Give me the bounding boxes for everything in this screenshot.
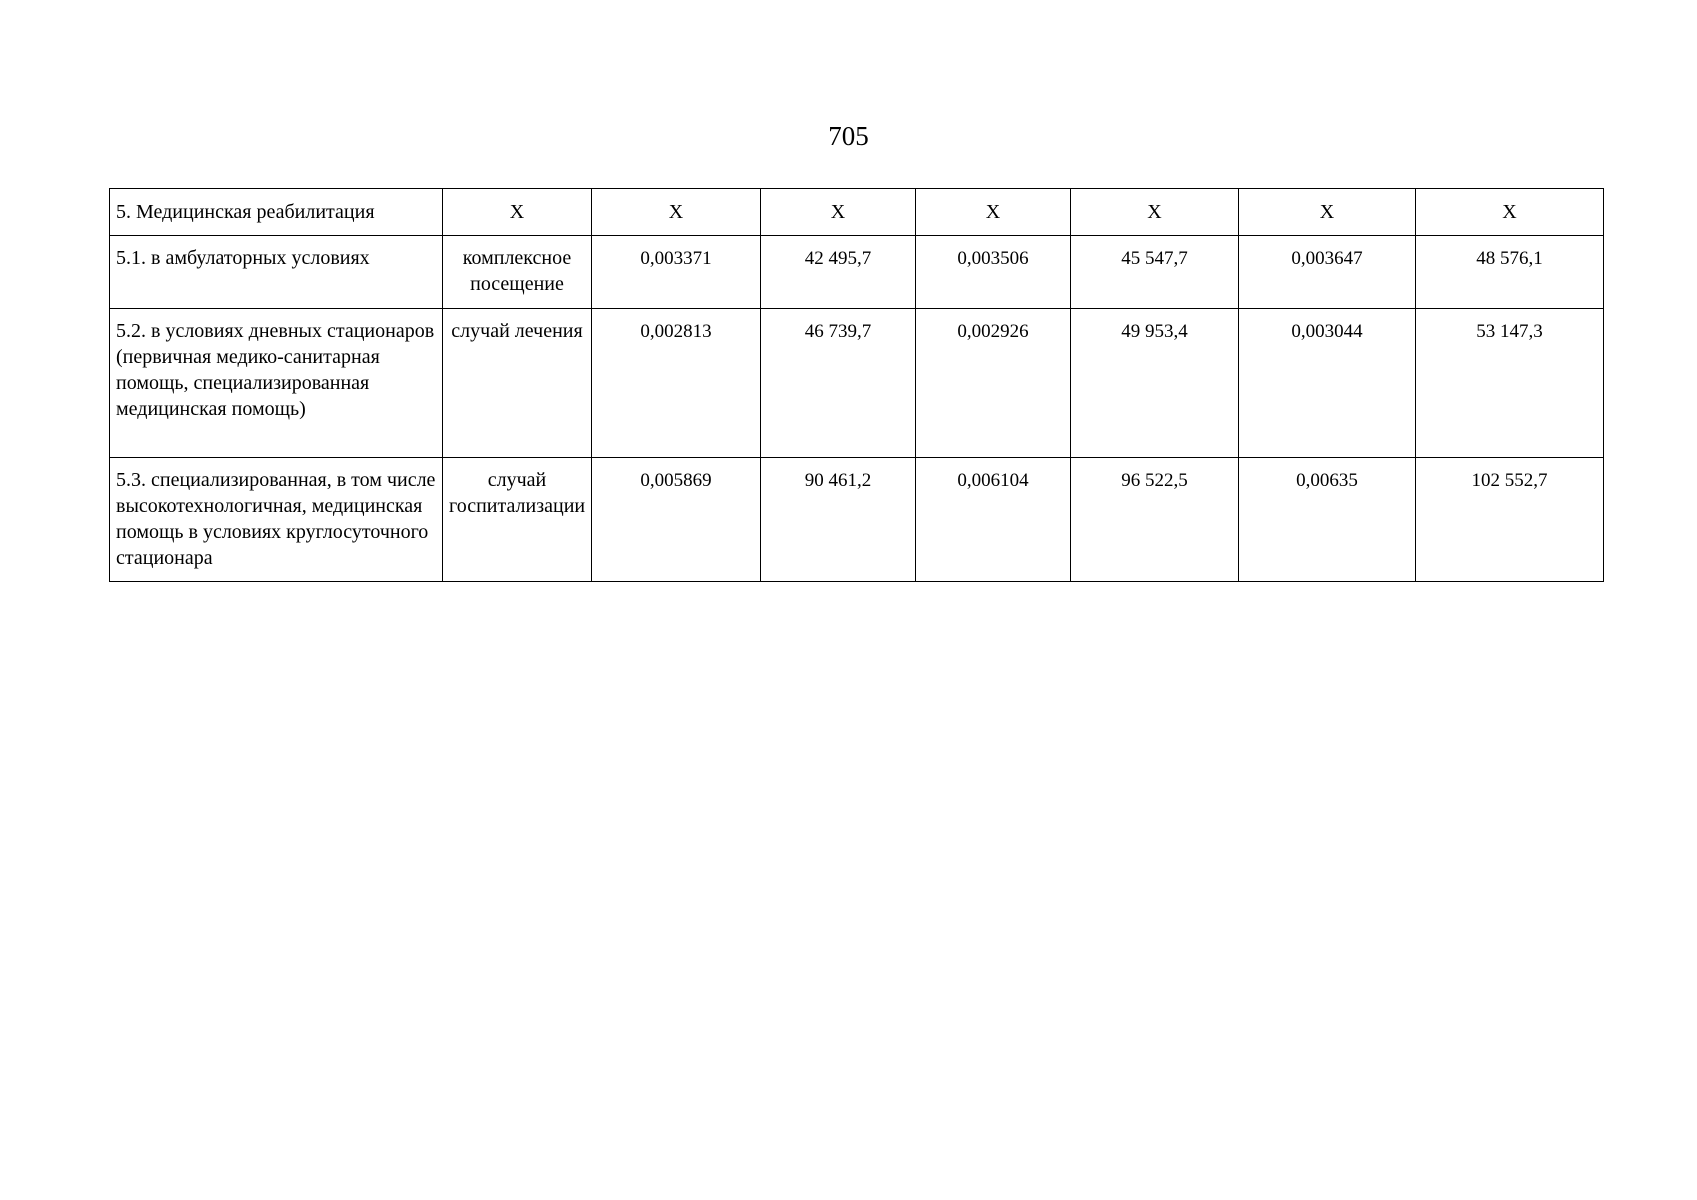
value-cell: 0,006104 (916, 458, 1071, 582)
not-applicable-mark: Х (916, 189, 1071, 236)
not-applicable-mark: Х (1071, 189, 1239, 236)
value-cell: 0,003647 (1239, 236, 1416, 309)
value-cell: 42 495,7 (761, 236, 916, 309)
value-cell: 96 522,5 (1071, 458, 1239, 582)
not-applicable-mark: Х (443, 189, 592, 236)
value-cell: 53 147,3 (1416, 309, 1604, 458)
row-unit: случай госпитализации (443, 458, 592, 582)
not-applicable-mark: Х (761, 189, 916, 236)
table-section-row (110, 189, 1604, 236)
value-cell: 0,002926 (916, 309, 1071, 458)
not-applicable-mark: Х (1239, 189, 1416, 236)
row-name: 5.3. специализированная, в том числе высокотехнологичная, медицинская помощь в условиях круглосуточного стационара (110, 458, 443, 582)
rehabilitation-table (109, 188, 1604, 582)
value-cell: 48 576,1 (1416, 236, 1604, 309)
value-cell: 0,003371 (592, 236, 761, 309)
value-cell: 46 739,7 (761, 309, 916, 458)
value-cell: 0,003044 (1239, 309, 1416, 458)
value-cell: 90 461,2 (761, 458, 916, 582)
row-name: 5.2. в условиях дневных стационаров (первичная медико-санитарная помощь, специализированная медицинская помощь) (110, 309, 443, 458)
value-cell: 45 547,7 (1071, 236, 1239, 309)
not-applicable-mark: Х (592, 189, 761, 236)
value-cell: 0,00635 (1239, 458, 1416, 582)
not-applicable-mark: Х (1416, 189, 1604, 236)
value-cell: 0,005869 (592, 458, 761, 582)
table-row (110, 236, 1604, 309)
value-cell: 0,003506 (916, 236, 1071, 309)
section-title: 5. Медицинская реабилитация (110, 189, 443, 236)
value-cell: 102 552,7 (1416, 458, 1604, 582)
table-row (110, 458, 1604, 582)
row-name: 5.1. в амбулаторных условиях (110, 236, 443, 309)
row-unit: комплексное посещение (443, 236, 592, 309)
row-unit: случай лечения (443, 309, 592, 458)
value-cell: 49 953,4 (1071, 309, 1239, 458)
table-row (110, 309, 1604, 458)
page-number: 705 (828, 121, 869, 151)
value-cell: 0,002813 (592, 309, 761, 458)
